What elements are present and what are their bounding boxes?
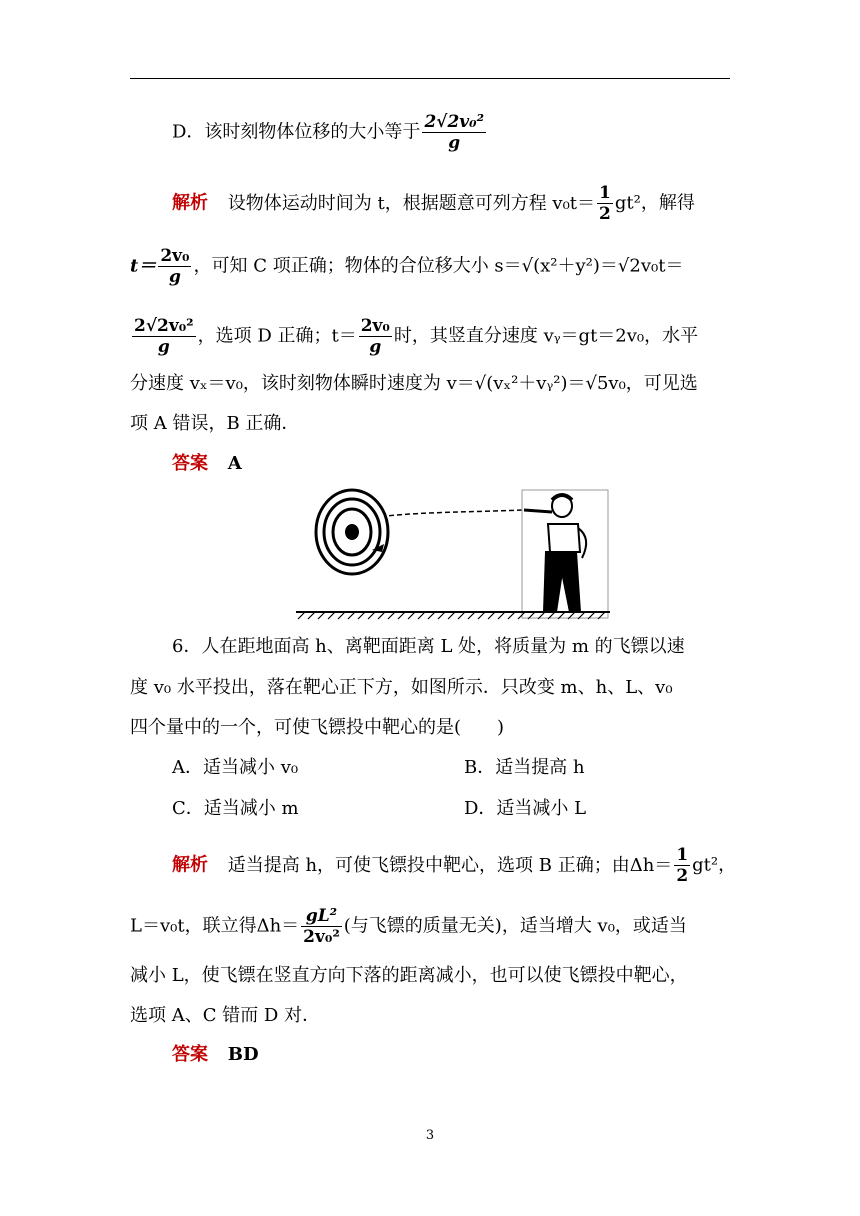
- q6-option-c: C．适当减小 m: [172, 798, 299, 819]
- q5-analysis-line5: 项 A 错误，B 正确．: [130, 413, 300, 434]
- q6-option-a: A．适当减小 v₀: [172, 757, 299, 778]
- q5-analysis-line4: 分速度 vₓ＝v₀，该时刻物体瞬时速度为 v＝√(vₓ²＋vᵧ²)＝√5v₀，可见选: [130, 373, 698, 394]
- q6-analysis-line2: L＝v₀t，联立得Δh＝ $\frac{\text{gL²}}{\text{2v₀²}}$ (与飞镖的质量无关)，适当增大 v₀，或适当: [130, 906, 687, 947]
- q6-option-d: D．适当减小 L: [464, 798, 587, 819]
- q6-stem-line1: 6．人在距地面高 h、离靶面距离 L 处，将质量为 m 的飞镖以速: [172, 636, 685, 657]
- q5-option-d-fraction: $\frac{\text{2√2v₀²}}{g}$: [424, 112, 485, 153]
- q5-option-d: D．该时刻物体位移的大小等于 $\frac{\text{2√2v₀²}}{g}$: [172, 112, 485, 153]
- q6-option-b: B．适当提高 h: [464, 757, 585, 778]
- person-icon: [524, 495, 586, 612]
- q6-stem-line3: 四个量中的一个，可使飞镖投中靶心的是( ): [130, 717, 505, 738]
- dart-target-figure: [294, 488, 612, 620]
- q5-answer: [172, 452, 730, 476]
- q5-analysis-line2: t＝ $\frac{\text{2v₀}}{g}$ ，可知 C 项正确；物体的合位移大小 s＝√(x²＋y²)＝√2v₀t＝: [130, 246, 684, 287]
- target-icon: [316, 490, 388, 574]
- q6-analysis-line4: 选项 A、C 错而 D 对．: [130, 1005, 321, 1026]
- q6-analysis-label: 解析: [172, 854, 208, 876]
- q6-answer-value: BD: [227, 1044, 259, 1065]
- q5-answer-value: A: [227, 453, 242, 474]
- header-rule: [130, 78, 730, 79]
- q6-analysis-line1: 解析 适当提高 h，可使飞镖投中靶心，选项 B 正确；由Δh＝ $\frac{1}{2}$ gt²，: [172, 845, 737, 886]
- q6-answer: [172, 1043, 730, 1067]
- q6-answer-label: 答案: [172, 1044, 208, 1065]
- q6-analysis-line3: 减小 L，使飞镖在竖直方向下落的距离减小，也可以使飞镖投中靶心，: [130, 965, 688, 986]
- q5-analysis-line1: 解析 设物体运动时间为 t，根据题意可列方程 v₀t＝ $\frac{1}{2}$ gt²，解得: [172, 183, 695, 224]
- q5-analysis-line3: $\frac{\text{2√2v₀²}}{g}$ ，选项 D 正确；t＝ $\frac{\text{2v₀}}{g}$ 时，其竖直分速度 vᵧ＝gt＝2v₀，水平: [134, 316, 699, 357]
- ground-hatching: [298, 612, 605, 619]
- page-number: 3: [425, 1128, 435, 1143]
- q6-stem-line2: 度 v₀ 水平投出，落在靶心正下方，如图所示．只改变 m、h、L、v₀: [130, 677, 673, 698]
- q5-answer-label: 答案: [172, 453, 208, 474]
- dart-trajectory: [386, 510, 522, 516]
- q5-analysis-label: 解析: [172, 192, 208, 214]
